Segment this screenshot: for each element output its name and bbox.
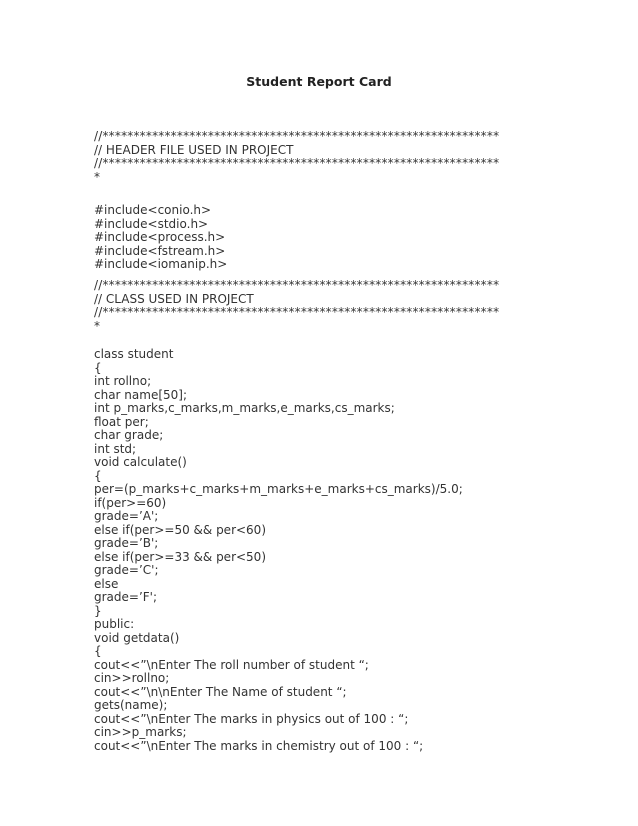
code-line: { <box>94 644 102 658</box>
code-line: grade=’B'; <box>94 536 159 550</box>
include-line: #include<iomanip.h> <box>94 257 228 271</box>
comment-divider-line: //**************************************************************** <box>94 130 500 143</box>
code-line: { <box>94 360 102 375</box>
include-line: #include<stdio.h> <box>94 216 209 231</box>
include-line: #include<conio.h> <box>94 203 212 217</box>
code-line: else <box>94 576 119 591</box>
comment-continuation-line: * <box>94 318 100 333</box>
page-title: Student Report Card <box>246 74 392 89</box>
header-files-comment-block <box>94 130 564 184</box>
code-line: int std; <box>94 441 137 456</box>
code-line: cin>>p_marks; <box>94 725 187 739</box>
code-line: else if(per>=33 && per<50) <box>94 549 267 564</box>
code-line: if(per>=60) <box>94 495 167 510</box>
include-directives-block <box>94 204 564 272</box>
code-line: gets(name); <box>94 698 168 712</box>
code-line: void calculate() <box>94 455 187 469</box>
class-code-block <box>94 348 564 753</box>
code-line: public: <box>94 617 135 631</box>
code-line: cin>>rollno; <box>94 671 170 685</box>
code-line: char grade; <box>94 428 164 442</box>
code-line: else if(per>=50 && per<60) <box>94 522 267 537</box>
include-line: #include<process.h> <box>94 230 226 244</box>
code-line: cout<<”\nEnter The marks in chemistry out of 100 : “; <box>94 738 424 753</box>
code-line: grade=’C'; <box>94 563 159 577</box>
code-line: per=(p_marks+c_marks+m_marks+e_marks+cs_marks)/5.0; <box>94 482 463 496</box>
code-line: int rollno; <box>94 374 152 388</box>
code-line: cout<<”\nEnter The marks in physics out of 100 : “; <box>94 711 409 726</box>
comment-heading-line: // HEADER FILE USED IN PROJECT <box>94 142 294 157</box>
code-line: char name[50]; <box>94 387 188 402</box>
code-line: } <box>94 603 102 618</box>
code-line: { <box>94 468 102 483</box>
comment-divider-line: //**************************************************************** <box>94 279 500 292</box>
comment-divider-line: //**************************************************************** <box>94 306 500 319</box>
comment-heading-line: // CLASS USED IN PROJECT <box>94 291 254 306</box>
code-line: cout<<”\nEnter The roll number of student “; <box>94 657 369 672</box>
include-line: #include<fstream.h> <box>94 243 226 258</box>
code-line: float per; <box>94 414 149 429</box>
comment-continuation-line: * <box>94 169 100 184</box>
code-line: cout<<”\n\nEnter The Name of student “; <box>94 684 347 699</box>
code-line: void getdata() <box>94 630 180 645</box>
comment-divider-line: //**************************************************************** <box>94 157 500 170</box>
code-line: grade=’F'; <box>94 590 158 604</box>
class-comment-block <box>94 279 564 333</box>
code-line: int p_marks,c_marks,m_marks,e_marks,cs_marks; <box>94 401 395 415</box>
code-line: class student <box>94 347 174 361</box>
code-line: grade=’A'; <box>94 509 159 523</box>
